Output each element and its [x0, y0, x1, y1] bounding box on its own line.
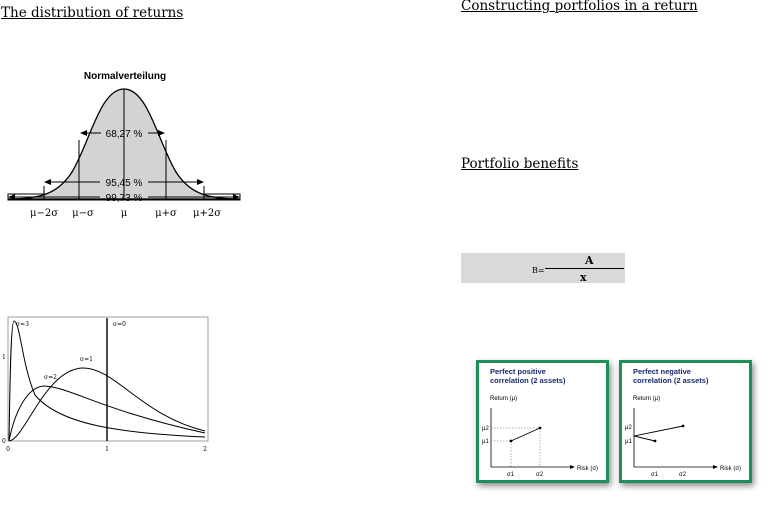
- y-axis-label: Return (μ): [490, 396, 518, 402]
- y-axis-label: Return (μ): [633, 396, 661, 402]
- tick-plus-1sigma: μ+σ: [155, 208, 177, 219]
- tick-mean: μ: [120, 208, 128, 219]
- mu1-label: μ1: [482, 439, 489, 445]
- normal-chart-title: Normalverteilung: [83, 71, 167, 82]
- mu1-label: μ1: [625, 439, 632, 445]
- formula-box: [461, 253, 625, 283]
- arrow-right-icon: [158, 130, 165, 136]
- portfolio-line-lower: [634, 436, 655, 441]
- band-3sigma-label: 99,73 %: [105, 193, 143, 204]
- y-tick-1: 1: [2, 354, 6, 361]
- card-title: Perfect negative correlation (2 assets): [633, 367, 709, 385]
- band-2sigma-label: 95,45 %: [105, 178, 143, 189]
- tick-plus-2sigma: μ+2σ: [192, 208, 222, 219]
- formula-lhs: B=: [532, 266, 545, 275]
- label-sigma1: σ=1: [80, 356, 93, 363]
- x-axis-label: Risk (σ): [577, 466, 599, 472]
- arrow-right-icon: [713, 465, 718, 469]
- asset-2-point: [539, 427, 542, 430]
- y-tick-0: 0: [2, 438, 6, 445]
- arrow-right-icon: [197, 179, 204, 185]
- tick-minus-1sigma: μ−σ: [72, 208, 94, 219]
- constructing-heading: Constructing portfolios in a return: [461, 0, 698, 14]
- arrow-left-icon: [44, 179, 51, 185]
- normal-distribution-chart: [0, 62, 245, 222]
- mu2-label: μ2: [482, 426, 489, 432]
- sigma2-label: σ2: [679, 472, 687, 478]
- plot-frame: [8, 317, 208, 441]
- x-axis-label: Risk (σ): [720, 466, 742, 472]
- arrow-right-icon: [570, 465, 575, 469]
- benefits-heading: Portfolio benefits: [461, 156, 579, 172]
- lognormal-chart: [0, 315, 215, 457]
- label-sigma3: σ=3: [16, 321, 29, 328]
- label-sigma2: σ=2: [44, 374, 57, 381]
- portfolio-line-upper: [634, 426, 683, 436]
- label-sigma0: σ=0: [113, 321, 126, 328]
- formula-numerator: A: [585, 254, 594, 267]
- distribution-heading: The distribution of returns: [1, 5, 184, 21]
- arrow-left-icon: [80, 130, 87, 136]
- portfolio-line: [511, 428, 540, 441]
- x-tick-1: 1: [105, 446, 109, 453]
- card-title: Perfect positive correlation (2 assets): [490, 367, 566, 385]
- negative-correlation-card: [619, 360, 752, 483]
- band-1sigma-label: 68,27 %: [105, 129, 143, 140]
- mu2-label: μ2: [625, 425, 632, 431]
- formula-denominator: x: [580, 271, 587, 284]
- positive-correlation-card: [476, 360, 609, 483]
- asset-1-point: [654, 440, 657, 443]
- sigma1-label: σ1: [507, 472, 515, 478]
- x-tick-2: 2: [203, 446, 207, 453]
- positive-correlation-plot: [479, 363, 606, 480]
- asset-1-point: [510, 440, 513, 443]
- fraction-bar: [545, 268, 624, 269]
- x-tick-0: 0: [6, 446, 10, 453]
- tick-minus-2sigma: μ−2σ: [29, 208, 59, 219]
- negative-correlation-plot: [622, 363, 749, 480]
- sigma1-label: σ1: [651, 472, 659, 478]
- sigma2-label: σ2: [536, 472, 544, 478]
- asset-2-point: [682, 425, 685, 428]
